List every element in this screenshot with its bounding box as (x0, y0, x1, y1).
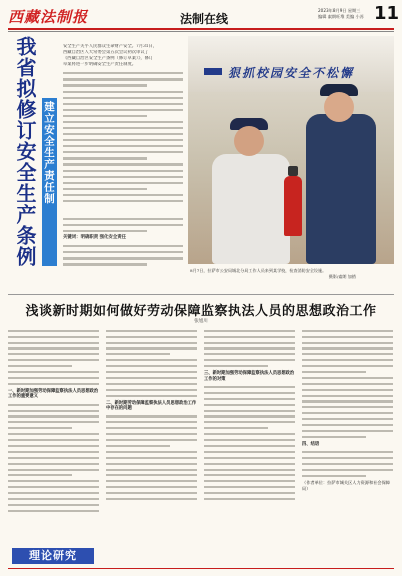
lead-subheadline: 建立安全生产责任制 (43, 101, 55, 205)
issue-date-line: 2023年8月9日 星期三 (318, 8, 361, 13)
section-divider (8, 294, 394, 295)
author-affiliation: （作者单位：拉萨市城关区人力资源和社会保障局） (302, 479, 390, 491)
editor-line: 编辑 索朗旺堆 美编 小苏 (318, 14, 364, 19)
theory-article-title: 浅谈新时期如何做好劳动保障监察执法人员的思想政治工作 (25, 304, 377, 319)
page-number: 11 (374, 3, 400, 24)
lead-body-top (63, 44, 183, 210)
lead-subheadline-bar (42, 98, 57, 266)
article-column (302, 326, 393, 544)
photo-caption-text: 8月7日，拉萨市公安局城北分局工作人员来到某学校，检查消防安全设施。 (190, 268, 327, 273)
officer-figure (212, 154, 290, 264)
section-label: 法制在线 (180, 12, 229, 26)
lead-line: 西藏自治区人大常委会第五次会议初次审议了 (63, 50, 149, 56)
article-subheading: 四、结语 (302, 441, 320, 447)
fire-extinguisher (284, 176, 302, 236)
lead-line: 安全生产关乎人民群众生命财产安全。7月31日， (63, 44, 158, 49)
article-column (106, 326, 197, 544)
lead-headline: 我省拟修订安全生产条例 (13, 36, 37, 267)
footer-rule (8, 568, 394, 569)
photo-slogan: 狠抓校园安全不松懈 (228, 66, 355, 80)
photo-caption (190, 268, 392, 280)
news-photo (188, 36, 394, 264)
lead-line: 《西藏自治区安全生产条例（修订草案）》，修订 (63, 56, 154, 62)
article-subheading: 一、新时期加强劳动保障监察执法人员思想政治工作的重要意义 (8, 388, 99, 400)
theory-author: 张旭川 (194, 319, 208, 324)
lead-section-heading: 关键词：明确职责 强化安全责任 (63, 235, 126, 241)
issue-date (318, 8, 374, 20)
officer-figure (306, 114, 376, 264)
article-column (8, 326, 99, 544)
masthead-title: 西藏法制报 (8, 8, 89, 26)
header-rule-thin (8, 31, 394, 32)
lead-line: 草案将进一步明确安全生产责任制度。 (63, 62, 137, 68)
photo-credit: 摄影/索朗 加措 (328, 274, 356, 279)
column-tag: 理论研究 (12, 548, 94, 564)
article-subheading: 三、新时期加强劳动保障监察执法人员思想政治工作的对策 (204, 371, 295, 382)
lead-body-bottom (63, 214, 183, 268)
article-column (204, 326, 295, 544)
article-subheading: 二、新时期劳动保障监察执法人员思想政治工作中存在的问题 (106, 400, 197, 412)
header-rule (8, 28, 394, 30)
